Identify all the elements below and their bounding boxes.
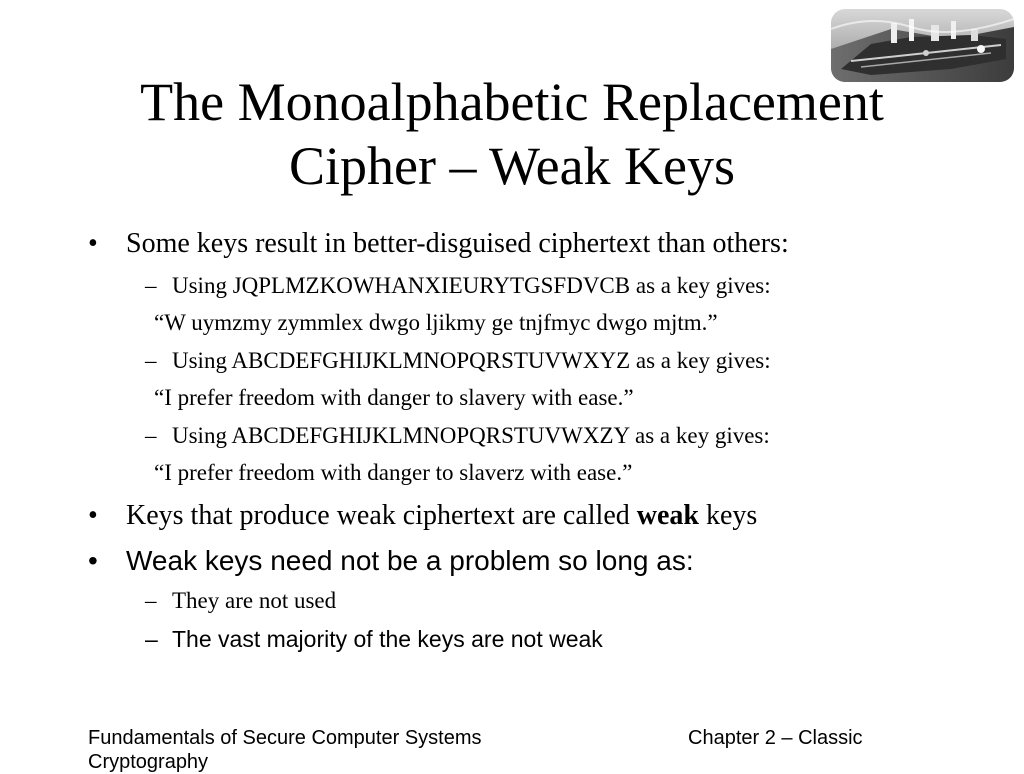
sub-bullet-text: Using ABCDEFGHIJKLMNOPQRSTUVWXZY as a key gives: — [172, 423, 770, 448]
footer-right: Chapter 2 – Classic — [688, 727, 863, 749]
sub-bullet-text: They are not used — [172, 588, 337, 613]
bullet-text — [126, 500, 757, 532]
sub-bullet-marker: – — [145, 423, 157, 448]
sub-bullet-marker: – — [145, 626, 158, 652]
title-line-1: The Monoalphabetic Replacement — [140, 72, 884, 132]
sub-bullet-marker: – — [145, 348, 157, 373]
sub-bullet-marker: – — [145, 273, 157, 298]
sub-bullet-text: Using ABCDEFGHIJKLMNOPQRSTUVWXYZ as a key gives: — [172, 348, 771, 373]
bullet-marker: • — [88, 228, 98, 259]
bullet-marker: • — [88, 500, 98, 531]
footer-left-line-1: Fundamentals of Secure Computer Systems — [88, 727, 482, 749]
footer-left-line-2: Cryptography — [88, 751, 209, 773]
bold-term: weak — [636, 500, 699, 531]
quote-text: “W uymzmy zymmlex dwgo ljikmy ge tnjfmyc dwgo mjtm.” — [154, 310, 718, 335]
bullet-text: Weak keys need not be a problem so long as: — [126, 545, 694, 576]
sub-bullet-text: Using JQPLMZKOWHANXIEURYTGSFDVCB as a key gives: — [172, 273, 771, 298]
title-line-2: Cipher – Weak Keys — [288, 136, 736, 196]
bullet-marker: • — [88, 545, 98, 576]
bullet-text-before: Keys that produce weak ciphertext are called — [126, 500, 637, 531]
quote-text: “I prefer freedom with danger to slaverz with ease.” — [154, 460, 633, 485]
bullet-text: Some keys result in better-disguised ciphertext than others: — [126, 228, 789, 259]
sub-bullet-text: The vast majority of the keys are not weak — [172, 626, 603, 652]
page-title — [60, 70, 964, 198]
bullet-text-after: keys — [699, 500, 758, 531]
sub-bullet-marker: – — [145, 588, 157, 613]
quote-text: “I prefer freedom with danger to slavery with ease.” — [154, 385, 634, 410]
footer-left — [88, 726, 482, 774]
